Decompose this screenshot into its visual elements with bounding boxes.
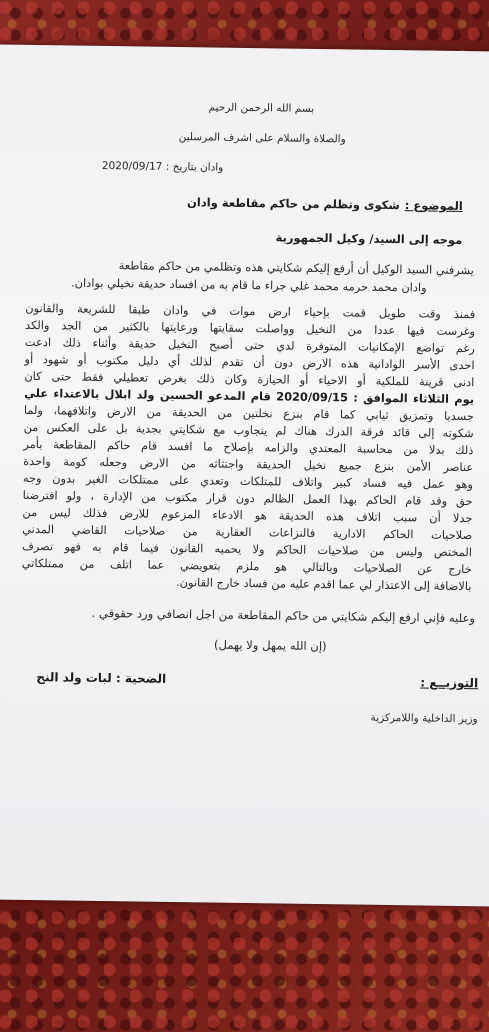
addressee: موجه إلى السيد/ وكيل الجمهورية (275, 230, 463, 247)
body-line: وغرست فيها عددا من النخيل وواصلت سقايتها ورعايتها بالكثير من الجد والكد (24, 317, 476, 339)
basmala: بسم الله الرحمن الرحيم (208, 101, 315, 115)
body-line: جسديا وتمزيق ثيابي كما قام بنزع نخلتين من الحديقة من الارض واتلافهما، ولما (23, 402, 474, 424)
subject-line (187, 191, 463, 214)
body-line: رغم تواضع الإمكانيات المتوفرة لدي حتى أصبح النخيل حديقة وأثناء ذلك ادعت (24, 334, 475, 356)
body-line: المختص وليس من صلاحيات الحاكم ولا يحميه القانون فيما قام به فهو تصرف (21, 538, 473, 560)
distribution-label: التوزيــع : (420, 675, 479, 691)
body-line: ذلك بدلا من محاسبة المعتدي والزامه بإصلاح ما افسد قام حاكم المقاطعة بأمر (23, 436, 474, 458)
salutation: والصلاة والسلام على اشرف المرسلين (178, 131, 346, 146)
closing-request: وعليه فإني ارفع إليكم شكايتي من حاكم المقاطعة من اجل انصافي ورد حقوقي . (91, 605, 476, 626)
recipient: وزير الداخلية واللامركزية (370, 711, 478, 726)
body-line: احدى الأسر الوادانية هذه الارض دون أن تقدم لذلك أي دليل مكتوب أو شهود أو (24, 351, 475, 373)
body-line: عناصر الأمن بنزع جميع نخيل الحديقة واجتثاثه من الارض وجعله كومة واحدة (23, 453, 474, 475)
subject-label: الموضوع : (404, 198, 463, 213)
body-line: ادنى قرينة للملكية أو الاحياء أو الحيازة وكان ذلك بغرض تعطيلي فقط حتى كان (24, 368, 475, 390)
body-line: صلاحيات الحاكم الادارية فالنزاعات العقارية من صلاحيات القاضي المدني (22, 521, 473, 543)
body-line: حق وقد قام الحاكم بهذا العمل الظالم دون قرار مكتوب من الإدارة ، ولو افترضنا (22, 487, 473, 509)
body-line: يوم الثلاثاء الموافق : 2020/09/15 قام المدعو الحسين ولد ابلال بالاعتداء علي (24, 385, 475, 407)
intro-line: وادان محمد حرمه محمد غلي جراء ما قام به من افساد حديقة نخيلي بوادان. (70, 275, 427, 295)
body-line: وهو عمل فيه فساد كبير واتلاف للمتلكات وتعدي على ممتلكات الغير بدون وجه (22, 470, 473, 492)
intro-line: يشرفني السيد الوكيل أن أرفع إليكم شكايتي هذه وتظلمي من حاكم مقاطعة (118, 258, 474, 278)
body-line: خارج عن الصلاحيات وبالتالي هو ملزم بتعويضي عما اتلف من ممتلكاتي (21, 555, 472, 577)
place-date: وادان بتاريخ : 2020/09/17 (101, 159, 224, 174)
body-line: جدلا أن سبب اتلاف هذه الحديقة هو الادعاء المزعوم للارض فذلك ليس من (22, 504, 473, 526)
body-line: فمنذ وقت طويل قمت بإحياء ارض موات في وادان طبقا للشريعة والقانون (25, 300, 476, 322)
subject-text: شكوى وتظلم من حاكم مقاطعة وادان (186, 195, 400, 213)
victim-signature: الضحية : لبات ولد النح (36, 670, 167, 686)
complaint-letter-page (0, 45, 489, 907)
body-line: شكوته إلى قائد فرقة الدرك هناك لم يتجاوب مع شكايتي بجدية بل على العكس من (23, 419, 474, 441)
body-line: بالاضافة إلى الاعتذار لي عما اقدم عليه من فساد خارج القانون. (175, 575, 472, 594)
quote: (إن الله يمهل ولا يهمل) (213, 637, 327, 654)
